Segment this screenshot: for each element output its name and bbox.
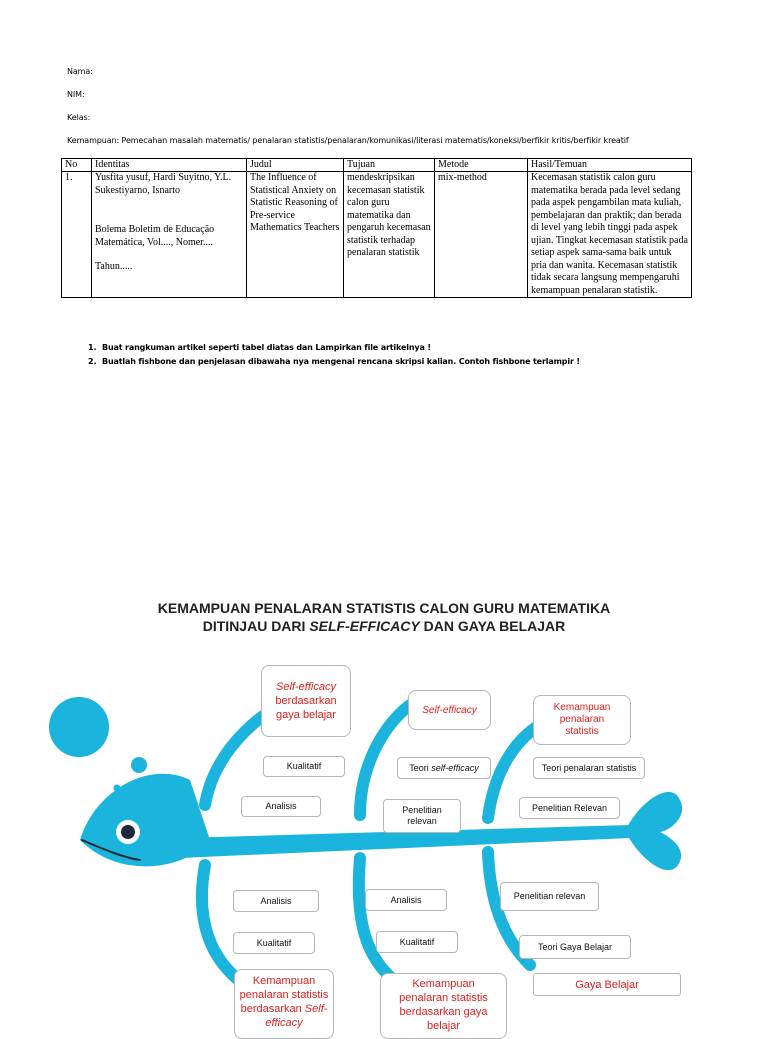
col-header-no: No [62,159,92,172]
label-teori-penalaran: Teori penalaran statistis [533,757,645,779]
nim-label: NIM: [67,90,85,99]
cell-hasil: Kecemasan statistik calon guru matematika berada pada level sedang pada aspek pengambilan mata kuliah, pembelajaran dan praktik; dan berada di level yang lebih tinggi pada aspek ujian. Tingkat kecemasan statistik pada setiap aspek sama-sama baik untuk pria dan wanita. Kecemasan statistik tidak secara langsung mempengaruhi kemampuan penalaran statistik. [528,172,692,298]
box-rest: berdasarkan gaya belajar [275,695,337,721]
effect-box-self-efficacy [234,969,334,1039]
col-header-hasil: Hasil/Temuan [528,159,692,172]
bottom-right-text: Gaya Belajar [575,978,639,991]
teori-prefix: Teori [409,762,429,773]
big-bubble-icon [49,697,109,757]
bottom-mid-text: Kemampuan penalaran statistis berdasarkan gaya belajar [399,978,488,1032]
instruction-item-1: 1. Buat rangkuman artikel seperti tabel diatas dan Lampirkan file artikelnya ! [99,343,580,352]
title-suffix: DAN GAYA BELAJAR [419,618,566,634]
cell-metode: mix-method [435,172,528,298]
cell-tujuan: mendeskripsikan kecemasan statistik calon guru matematika dan pengaruh kecemasan statistik terhadap penalaran statistik [344,172,435,298]
eye-pupil-icon [121,825,135,839]
teori-italic: self-efficacy [431,762,479,773]
title-italic: SELF-EFFICACY [309,618,420,634]
instruction-item-2: 2. Buatlah fishbone dan penjelasan dibawaha nya mengenai rencana skripsi kalian. Contoh fishbone terlampir ! [99,357,580,366]
nama-label: Nama: [67,67,93,76]
box-kemampuan-text: Kemampuan penalaran statistis [553,702,611,737]
label-penelitian-relevan-bottom: Penelitian relevan [500,882,599,911]
cause-box-self-efficacy [408,690,491,730]
col-header-tujuan: Tujuan [344,159,435,172]
label-penelitian-relevan-mid: Penelitian relevan [383,799,461,833]
bottom-left-text: Kemampuan penalaran statistis berdasarkan [239,975,329,1015]
small-bubble-icon [131,757,147,773]
identitas-journal: Bolema Boletim de Educação Matemática, Vol...., Nomer.... [95,224,215,248]
label-teori-self-efficacy [397,757,491,779]
identitas-authors: Yusfita yusuf, Hardi Suyitno, Y.L. Sukestiyarno, Isnarto [95,172,232,196]
label-teori-gaya-belajar: Teori Gaya Belajar [519,935,631,959]
label-penelitian-relevan-right: Penelitian Relevan [519,797,620,819]
cause-box-kemampuan [533,695,631,745]
fish-head [80,774,210,867]
label-analisis-bottom-mid: Analisis [365,889,447,911]
effect-box-gaya [533,973,681,996]
label-analisis-bottom-left: Analisis [233,890,319,912]
fish-tail [625,792,682,870]
label-analisis-top: Analisis [241,796,321,817]
fishbone-title-line-1: KEMAMPUAN PENALARAN STATISTIS CALON GURU MATEMATIKA [157,600,611,616]
box-self-efficacy-text: Self-efficacy [422,704,477,716]
kemampuan-label: Kemampuan: Pemecahan masalah matematis/ penalaran statistis/penalaran/komunikasi/literasi matematis/koneksi/berfikir kritis/berfikir kreatif [67,136,629,145]
col-header-identitas: Identitas [92,159,247,172]
col-header-metode: Metode [435,159,528,172]
bottom-left-italic: Self-efficacy [265,1003,328,1029]
label-kualitatif-bottom-mid: Kualitatif [376,931,458,953]
effect-box-gaya-belajar [380,973,507,1039]
kelas-label: Kelas: [67,113,91,122]
label-kualitatif-bottom-left: Kualitatif [233,932,315,954]
box-italic: Self-efficacy [276,681,336,693]
lower-ribs [202,852,530,985]
cell-no: 1. [62,172,92,298]
cell-judul: The Influence of Statistical Anxiety on Statistic Reasoning of Pre-service Mathematics Teachers [247,172,344,298]
col-header-judul: Judul [247,159,344,172]
title-prefix: DITINJAU DARI [202,618,310,634]
label-kualitatif-top: Kualitatif [263,756,345,777]
cause-box-self-efficacy-gaya [261,665,351,737]
identitas-year: Tahun..... [95,261,133,272]
